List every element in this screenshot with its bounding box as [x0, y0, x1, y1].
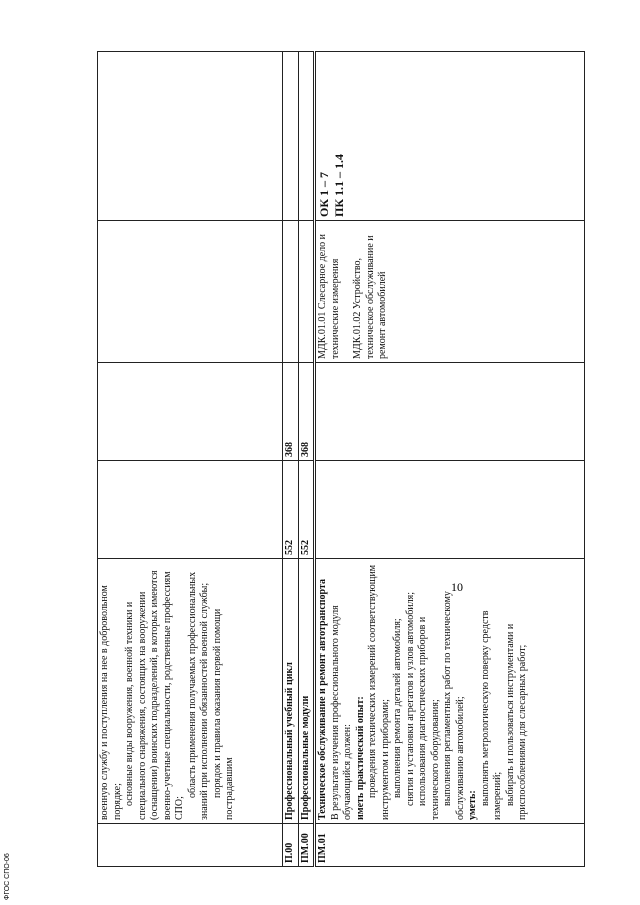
section-heading: иметь практический опыт: [354, 696, 366, 820]
mdk-item: МДК.01.01 Слесарное дело и технические измерения [317, 233, 341, 359]
text-line: основные виды вооружения, военной техники и специального снаряжения, состоящих на вооружении (оснащении) воинских подразделений, в которых имеются военно-учетные специальности, родственные профессиям СПО; [124, 570, 185, 820]
footer-code: ФГОС СПО-06 [4, 853, 11, 900]
list-item: выполнения регламентных работ по техническому обслуживанию автомобилей; [442, 591, 466, 820]
mdk-cell [315, 221, 585, 363]
text-line: область применения получаемых профессиональных знаний при исполнении обязанностей военной службы; [186, 571, 210, 820]
name-cell: Профессиональные модули [298, 559, 315, 824]
code-cell: ПМ.00 [298, 824, 315, 867]
mdk-cell [283, 221, 299, 363]
table-row [315, 52, 585, 867]
code-cell [98, 824, 283, 867]
total-cell: 552 [298, 461, 315, 559]
mdk-item: МДК.01.02 Устройство, техническое обслуживание и ремонт автомобилей [352, 235, 388, 359]
curriculum-table [97, 51, 585, 867]
text-line: порядок и правила оказания первой помощи пострадавшим [211, 608, 235, 820]
hours-cell [315, 363, 585, 461]
competence-ok: ОК 1 – 7 [317, 171, 331, 217]
list-item: снятия и установки агрегатов и узлов автомобиля; [404, 591, 416, 806]
hours-cell: 368 [283, 363, 299, 461]
name-cell: Профессиональный учебный цикл [283, 559, 299, 824]
competence-cell [315, 52, 585, 221]
code-cell: П.00 [283, 824, 299, 867]
total-cell [98, 461, 283, 559]
list-item: выполнения ремонта деталей автомобиля; [392, 618, 403, 798]
section-heading: уметь: [467, 790, 478, 820]
competence-cell [283, 52, 299, 221]
total-cell: 552 [283, 461, 299, 559]
hours-cell [98, 363, 283, 461]
content-cell [315, 559, 585, 824]
list-item: использования диагностических приборов и технического оборудования; [417, 616, 441, 820]
mdk-cell [98, 221, 283, 363]
hours-cell: 368 [298, 363, 315, 461]
list-item: выбирать и пользоваться инструментами и приспособлениями для слесарных работ; [504, 623, 528, 820]
module-title: Техническое обслуживание и ремонт автотранспорта [317, 579, 328, 820]
table-row [298, 52, 315, 867]
text-line: В результате изучения профессионального модуля обучающийся должен: [329, 605, 353, 820]
mdk-cell [298, 221, 315, 363]
competence-cell [98, 52, 283, 221]
total-cell [315, 461, 585, 559]
list-item: проведения технических измерений соответствующим инструментом и приборами; [367, 564, 391, 820]
list-item: выполнять метрологическую поверку средств измерений; [479, 610, 503, 820]
table-row [98, 52, 283, 867]
page-number: 10 [451, 580, 463, 594]
text-line: военную службу и поступления на нее в добровольном порядке; [99, 585, 123, 820]
content-cell [98, 559, 283, 824]
table-row [283, 52, 299, 867]
competence-pk: ПК 1.1 – 1.4 [332, 153, 346, 217]
competence-cell [298, 52, 315, 221]
code-cell: ПМ.01 [315, 824, 585, 867]
